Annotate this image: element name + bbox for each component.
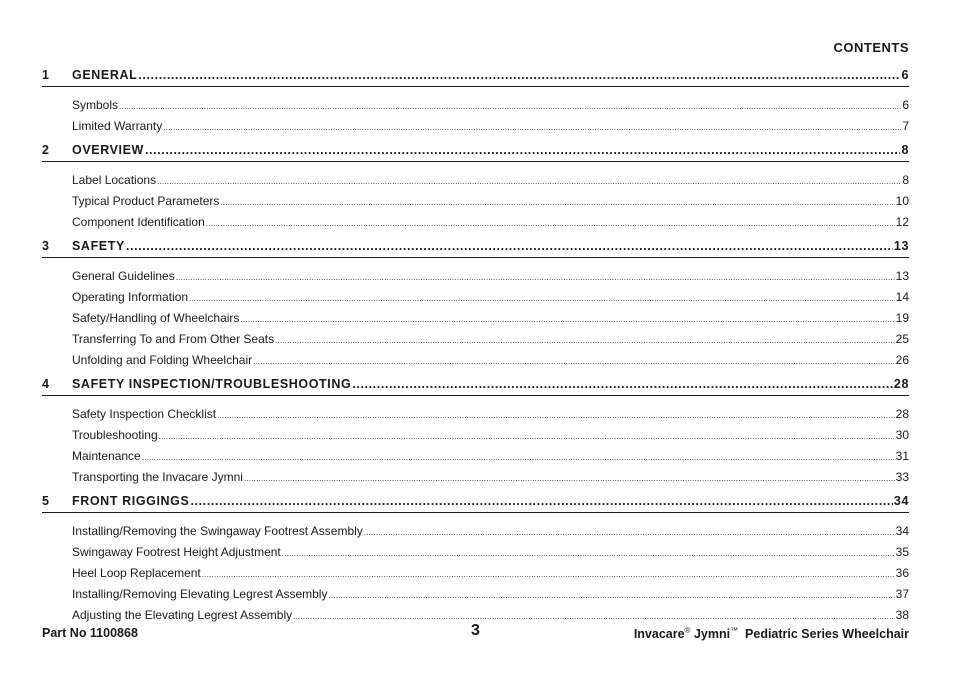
product-name [634,626,909,641]
dot-leader [293,612,895,621]
entry-page: 12 [895,215,909,229]
toc-entry[interactable] [42,329,909,350]
chapter-title: GENERAL [72,68,138,82]
entry-title: Limited Warranty [72,119,163,133]
dot-leader [176,273,895,282]
entry-page: 10 [895,194,909,208]
entry-title: Installing/Removing Elevating Legrest Assembly [72,587,328,601]
entry-page: 34 [895,524,909,538]
chapter-number: 4 [42,377,50,391]
entry-page: 7 [902,119,909,133]
chapter-page: 8 [901,143,909,157]
entry-page: 14 [895,290,909,304]
toc-chapter[interactable] [42,233,909,258]
toc-entry[interactable] [42,212,909,233]
chapter-spacer [42,396,909,404]
chapter-page: 34 [893,494,909,508]
entry-page: 37 [895,587,909,601]
chapter-spacer [42,162,909,170]
entry-title: Safety Inspection Checklist [72,407,217,421]
toc-entry[interactable] [42,95,909,116]
dot-leader [275,336,895,345]
dot-leader [159,432,895,441]
toc-entry[interactable] [42,425,909,446]
chapter-page: 13 [893,239,909,253]
chapter-spacer [42,258,909,266]
toc-entry[interactable] [42,116,909,137]
toc-entry[interactable] [42,350,909,371]
dot-leader [138,68,900,82]
entry-page: 6 [902,98,909,112]
toc-entry[interactable] [42,467,909,488]
toc-entry[interactable] [42,308,909,329]
entry-page: 8 [902,173,909,187]
entry-title: Swingaway Footrest Height Adjustment [72,545,281,559]
entry-page: 25 [895,332,909,346]
toc-entry[interactable] [42,191,909,212]
entry-title: Typical Product Parameters [72,194,220,208]
chapter-number: 3 [42,239,50,253]
entry-page: 26 [895,353,909,367]
dot-leader [352,377,893,391]
chapter-title: SAFETY [72,239,125,253]
entry-page: 33 [895,470,909,484]
entry-page: 30 [895,428,909,442]
toc-entry[interactable] [42,287,909,308]
dot-leader [328,591,894,600]
entry-title: Component Identification [72,215,205,229]
brand-name: Invacare [633,627,685,642]
entry-title: Operating Information [72,290,189,304]
entry-title: Installing/Removing the Swingaway Footrest Assembly [72,524,363,538]
entry-title: Transferring To and From Other Seats [72,332,275,346]
trademark-mark: ™ [730,626,739,635]
model-name: Jymni [693,627,731,642]
dot-leader [364,528,895,537]
dot-leader [126,239,893,253]
entry-page: 31 [895,449,909,463]
page-number: 3 [471,622,480,639]
dot-leader [189,294,895,303]
entry-title: Heel Loop Replacement [72,566,201,580]
page-footer [42,622,909,644]
chapter-title: OVERVIEW [72,143,144,157]
entry-title: Unfolding and Folding Wheelchair [72,353,253,367]
toc-entry[interactable] [42,404,909,425]
chapter-number: 2 [42,143,50,157]
entry-title: Troubleshooting [72,428,158,442]
toc-entry[interactable] [42,521,909,542]
entry-page: 19 [895,311,909,325]
chapter-title: SAFETY INSPECTION/TROUBLESHOOTING [72,377,352,391]
chapter-spacer [42,513,909,521]
toc-chapter[interactable] [42,137,909,162]
entry-title: Transporting the Invacare Jymni [72,470,243,484]
dot-leader [240,315,894,324]
chapter-title: FRONT RIGGINGS [72,494,190,508]
entry-title: General Guidelines [72,269,175,283]
toc-entry[interactable] [42,170,909,191]
chapter-spacer [42,87,909,95]
dot-leader [145,143,900,157]
chapter-number: 5 [42,494,50,508]
dot-leader [202,570,895,579]
toc-chapter[interactable] [42,371,909,396]
dot-leader [142,453,895,462]
entry-title: Safety/Handling of Wheelchairs [72,311,240,325]
dot-leader [217,411,895,420]
chapter-number: 1 [42,68,50,82]
entry-page: 13 [895,269,909,283]
toc-entry[interactable] [42,563,909,584]
series-name: Pediatric Series Wheelchair [745,627,909,642]
dot-leader [157,177,901,186]
table-of-contents [42,62,909,626]
dot-leader [206,219,895,228]
page-header-title: CONTENTS [833,40,909,55]
dot-leader [190,494,892,508]
entry-title: Label Locations [72,173,157,187]
toc-entry[interactable] [42,584,909,605]
dot-leader [282,549,895,558]
entry-page: 35 [895,545,909,559]
toc-chapter[interactable] [42,488,909,513]
entry-page: 36 [895,566,909,580]
chapter-page: 28 [893,377,909,391]
dot-leader [119,102,901,111]
chapter-page: 6 [901,68,909,82]
entry-page: 28 [895,407,909,421]
toc-entry[interactable] [42,542,909,563]
dot-leader [253,357,895,366]
dot-leader [244,474,895,483]
dot-leader [220,198,894,207]
entry-title: Symbols [72,98,119,112]
entry-title: Maintenance [72,449,141,463]
part-number: Part No 1100868 [42,626,138,640]
entry-title: Adjusting the Elevating Legrest Assembly [72,608,293,622]
toc-entry[interactable] [42,446,909,467]
dot-leader [163,123,901,132]
toc-chapter[interactable] [42,62,909,87]
entry-page: 38 [895,608,909,622]
registered-mark: ® [684,626,691,635]
toc-entry[interactable] [42,266,909,287]
